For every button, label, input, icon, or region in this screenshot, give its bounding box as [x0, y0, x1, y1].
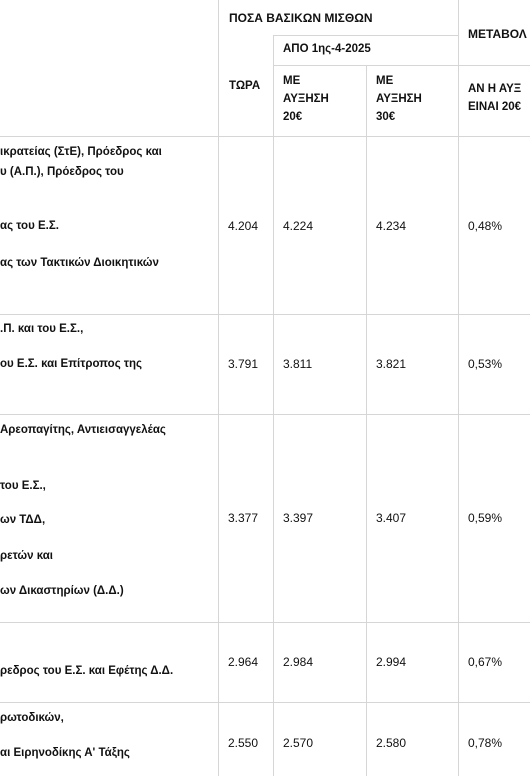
row-divider: [0, 702, 530, 703]
value-now: 2.550: [228, 736, 259, 750]
description-line: Αρεοπαγίτης, Αντιεισαγγελέας: [0, 424, 166, 436]
value-inc20: 2.570: [283, 736, 314, 750]
description-line: του Ε.Σ.,: [0, 480, 46, 492]
description-line: ας των Τακτικών Διοικητικών: [0, 257, 159, 269]
description-line: ρεδρος του Ε.Σ. και Εφέτης Δ.Δ.: [0, 665, 174, 677]
description-line: ρετών και: [0, 550, 53, 562]
row-divider: [273, 35, 458, 36]
column-divider: [366, 66, 367, 776]
value-inc30: 3.821: [376, 357, 407, 371]
header-divider: [0, 136, 530, 137]
value-change: 0,67%: [468, 655, 503, 669]
description-line: υ (Α.Π.), Πρόεδρος του: [0, 166, 124, 178]
basic-salaries-header: ΠΟΣΑ ΒΑΣΙΚΩΝ ΜΙΣΘΩΝ: [229, 11, 373, 25]
value-change: 0,48%: [468, 219, 503, 233]
description-line: ρωτοδικών,: [0, 712, 64, 724]
change-header: ΜΕΤΑΒΟΛ: [468, 27, 527, 41]
row-divider: [0, 414, 530, 415]
value-inc30: 2.994: [376, 655, 407, 669]
increase-20-column-header: ΜΕ ΑΥΞΗΣΗ 20€: [283, 75, 329, 123]
value-inc20: 4.224: [283, 219, 314, 233]
column-divider: [273, 36, 274, 776]
description-line: ικρατείας (ΣτΕ), Πρόεδρος και: [0, 146, 162, 158]
from-date-header: ΑΠΟ 1ης-4-2025: [283, 43, 371, 55]
row-divider: [0, 622, 530, 623]
increase-30-column-header: ΜΕ ΑΥΞΗΣΗ 30€: [376, 75, 422, 123]
value-now: 3.377: [228, 511, 259, 525]
value-change: 0,78%: [468, 736, 503, 750]
value-now: 2.964: [228, 655, 259, 669]
description-line: ου Ε.Σ. και Επίτροπος της: [0, 358, 143, 370]
value-now: 4.204: [228, 219, 259, 233]
row-divider: [0, 314, 530, 315]
description-line: ων ΤΔΔ,: [0, 514, 46, 526]
description-line: ας του Ε.Σ.: [0, 220, 59, 232]
change-column-header: ΑΝ Η ΑΥΞ ΕΙΝΑΙ 20€: [468, 83, 522, 113]
value-inc30: 3.407: [376, 511, 407, 525]
now-column-header: ΤΩΡΑ: [229, 80, 261, 92]
value-inc20: 2.984: [283, 655, 314, 669]
value-inc30: 4.234: [376, 219, 407, 233]
value-change: 0,59%: [468, 511, 503, 525]
description-line: ων Δικαστηρίων (Δ.Δ.): [0, 585, 124, 597]
value-inc30: 2.580: [376, 736, 407, 750]
value-change: 0,53%: [468, 357, 503, 371]
column-divider: [218, 0, 219, 776]
description-line: .Π. και του Ε.Σ.,: [0, 323, 84, 335]
column-divider: [458, 0, 459, 776]
row-divider: [273, 65, 530, 66]
value-inc20: 3.811: [283, 357, 313, 371]
value-inc20: 3.397: [283, 511, 314, 525]
value-now: 3.791: [228, 357, 259, 371]
description-line: αι Ειρηνοδίκης Α' Τάξης: [0, 747, 130, 759]
